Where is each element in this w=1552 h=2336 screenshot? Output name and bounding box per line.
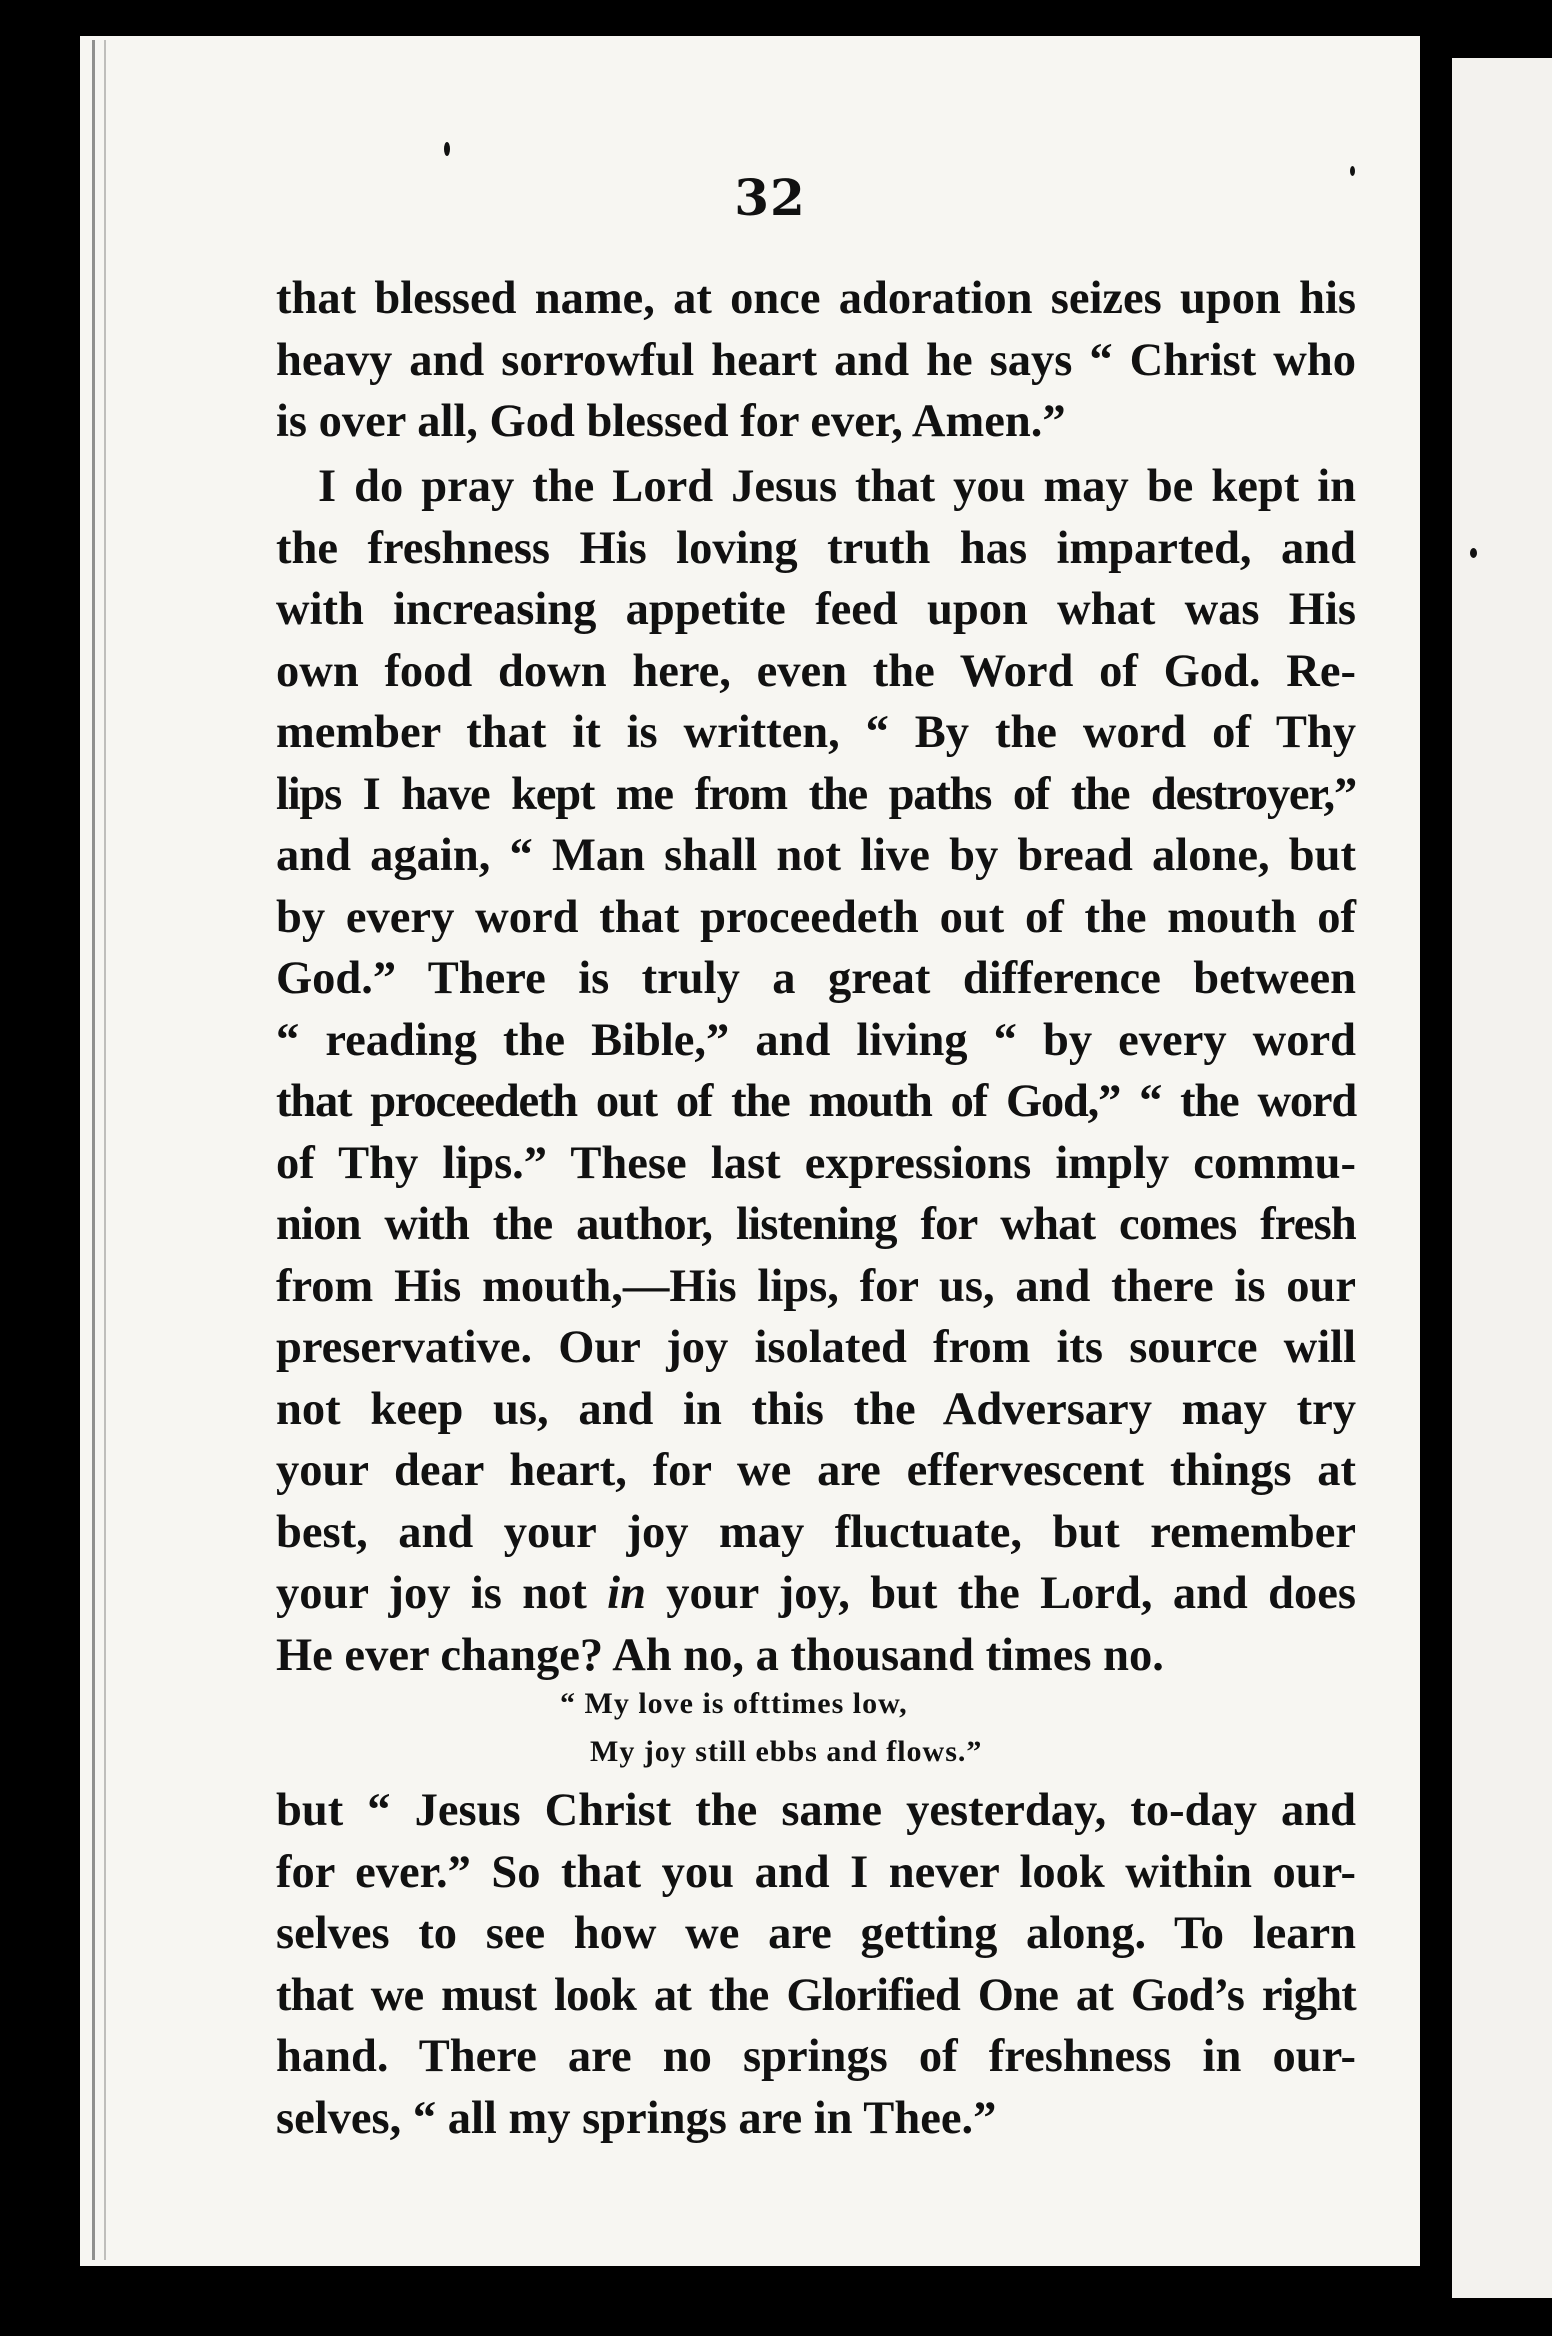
adjacent-page-edge bbox=[1452, 58, 1552, 2298]
text-line: nion with the author, listening for what comes fresh bbox=[276, 1199, 1356, 1250]
text-line: of Thy lips.” These last expressions imply commu- bbox=[276, 1137, 1356, 1189]
paragraph-2 bbox=[276, 456, 1356, 1686]
text-line: that blessed name, at once adoration seizes upon his bbox=[276, 273, 1356, 324]
text-line: not keep us, and in this the Adversary may try bbox=[276, 1383, 1356, 1435]
text-line: member that it is written, “ By the word of Thy bbox=[276, 707, 1356, 758]
text-line: preservative. Our joy isolated from its source will bbox=[276, 1322, 1356, 1373]
text-line: by every word that proceedeth out of the mouth of bbox=[276, 891, 1356, 943]
text-line: selves, “ all my springs are in Thee.” bbox=[276, 2092, 997, 2144]
page-edge-line bbox=[104, 40, 106, 2260]
binding-gutter bbox=[1420, 0, 1452, 2336]
text-line: for ever.” So that you and I never look within our- bbox=[276, 1846, 1356, 1898]
text-segment: your joy is not bbox=[276, 1568, 608, 1619]
ink-speck bbox=[1470, 548, 1477, 558]
text-line: hand. There are no springs of freshness in our- bbox=[276, 2031, 1356, 2082]
text-line: own food down here, even the Word of God. Re- bbox=[276, 645, 1356, 697]
text-line: lips I have kept me from the paths of the destroyer,” bbox=[276, 768, 1356, 820]
text-line: He ever change? Ah no, a thousand times no. bbox=[276, 1629, 1164, 1681]
ink-speck bbox=[444, 142, 450, 156]
italic-word: in bbox=[607, 1568, 646, 1619]
paragraph-1 bbox=[276, 268, 1356, 453]
text-line: God.” There is truly a great difference between bbox=[276, 953, 1356, 1004]
text-line: the freshness His loving truth has imparted, and bbox=[276, 522, 1356, 574]
page-edge-shadow bbox=[92, 40, 95, 2260]
text-line: with increasing appetite feed upon what was His bbox=[276, 584, 1356, 635]
page-number: 32 bbox=[734, 168, 806, 227]
text-line: I do pray the Lord Jesus that you may be kept in bbox=[318, 461, 1356, 512]
text-line: is over all, God blessed for ever, Amen.” bbox=[276, 396, 1066, 447]
text-line: but “ Jesus Christ the same yesterday, to-day and bbox=[276, 1785, 1356, 1836]
poem-line: My joy still ebbs and flows.” bbox=[590, 1735, 983, 1768]
poem-quote bbox=[560, 1680, 1260, 1776]
text-line: best, and your joy may fluctuate, but remember bbox=[276, 1506, 1356, 1558]
text-line: from His mouth,—His lips, for us, and there is our bbox=[276, 1260, 1356, 1312]
text-line: that we must look at the Glorified One at God’s right bbox=[276, 1969, 1356, 2021]
poem-line: “ My love is ofttimes low, bbox=[560, 1687, 908, 1720]
text-segment: your joy, but the Lord, and does bbox=[645, 1568, 1356, 1619]
text-line: your dear heart, for we are effervescent things at bbox=[276, 1445, 1356, 1496]
text-line: heavy and sorrowful heart and he says “ Christ who bbox=[276, 334, 1356, 386]
text-line: that proceedeth out of the mouth of God,” “ the word bbox=[276, 1076, 1356, 1127]
paragraph-3 bbox=[276, 1780, 1356, 2149]
text-line: selves to see how we are getting along. To learn bbox=[276, 1908, 1356, 1959]
text-line: “ reading the Bible,” and living “ by every word bbox=[276, 1014, 1356, 1066]
text-line-with-italic bbox=[276, 1563, 1356, 1625]
text-line: and again, “ Man shall not live by bread alone, but bbox=[276, 830, 1356, 881]
